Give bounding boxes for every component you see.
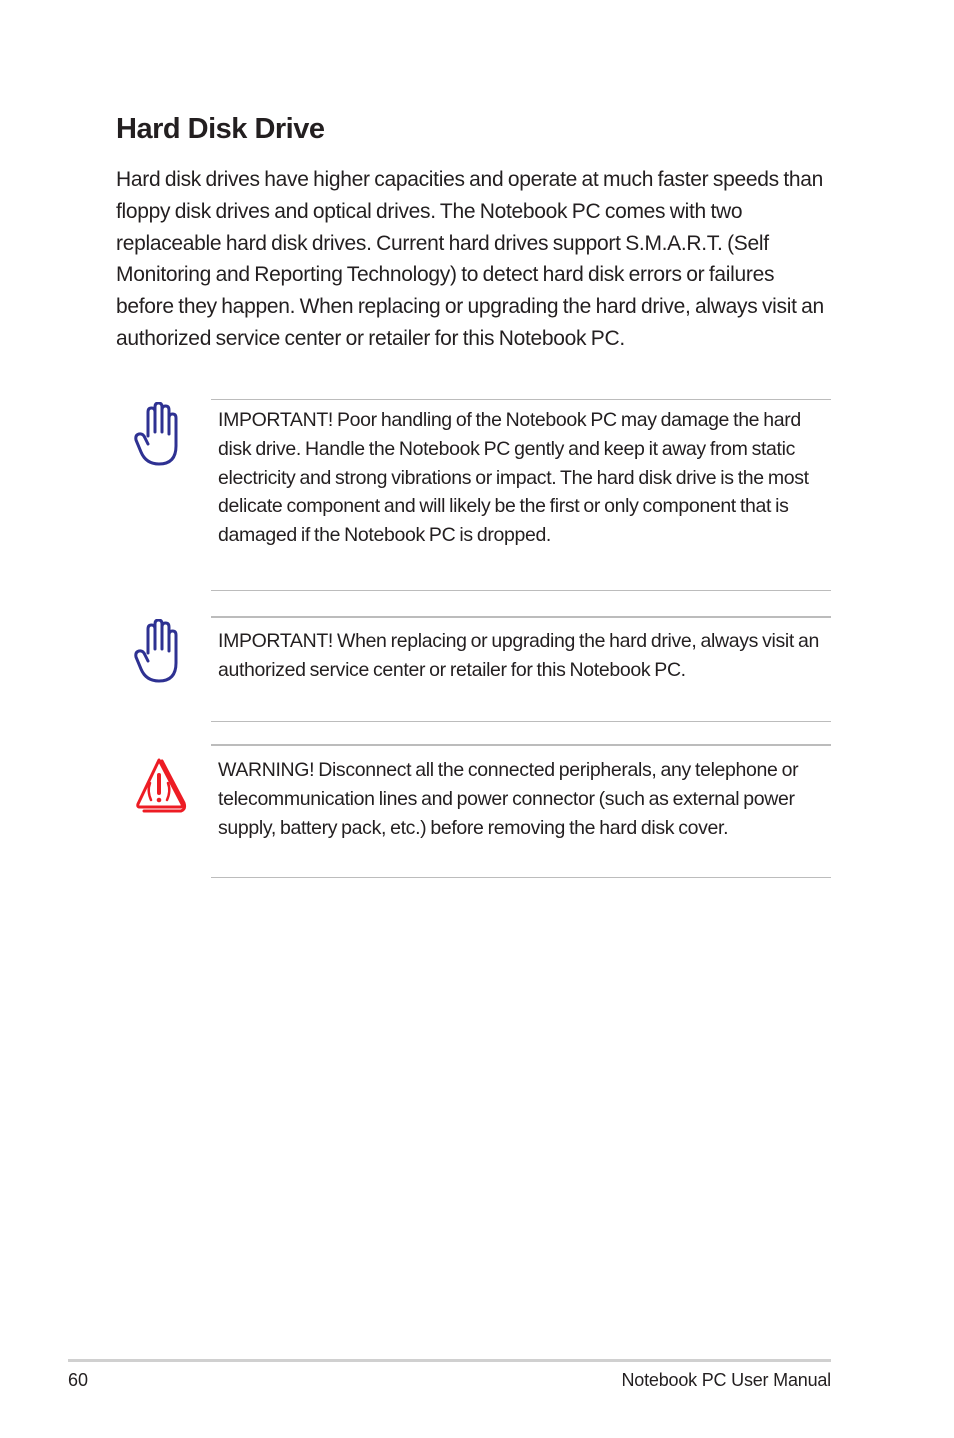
note-top-rule xyxy=(211,399,831,400)
page-title: Hard Disk Drive xyxy=(116,113,325,145)
footer-rule xyxy=(68,1359,831,1362)
note-bottom-rule xyxy=(211,877,831,878)
warning-note-text: WARNING! Disconnect all the connected peripherals, any telephone or telecommunication lines and power connector (such as external power supply, battery pack, etc.) before removing the hard disk cover. xyxy=(218,759,799,839)
warning-triangle-icon xyxy=(134,757,188,815)
note-top-rule xyxy=(211,616,831,618)
important-note-text: IMPORTANT! When replacing or upgrading the hard drive, always visit an authorized service center or retailer for this Notebook PC. xyxy=(218,630,819,681)
manual-title: Notebook PC User Manual xyxy=(621,1370,831,1390)
hand-stop-icon xyxy=(134,619,182,685)
hand-stop-icon xyxy=(134,402,182,468)
note-bottom-rule xyxy=(211,590,831,591)
note-bottom-rule xyxy=(211,721,831,722)
note-top-rule xyxy=(211,744,831,746)
page-number: 60 xyxy=(68,1370,89,1390)
intro-paragraph: Hard disk drives have higher capacities and operate at much faster speeds than floppy disk drives and optical drives. The Notebook PC comes with two replaceable hard disk drives. Current hard drives support S.M.A.R.T. (Self Monitoring and Reporting Technology) to detect hard disk errors or failures before they happen. When replacing or upgrading the hard drive, always visit an authorized service center or retailer for this Notebook PC. xyxy=(116,168,824,350)
important-note-text: IMPORTANT! Poor handling of the Notebook PC may damage the hard disk drive. Handle the Notebook PC gently and keep it away from static electricity and strong vibrations or impact. The hard disk drive is the most delicate component and will likely be the first or only component that is damaged if the Notebook PC is dropped. xyxy=(218,409,809,547)
